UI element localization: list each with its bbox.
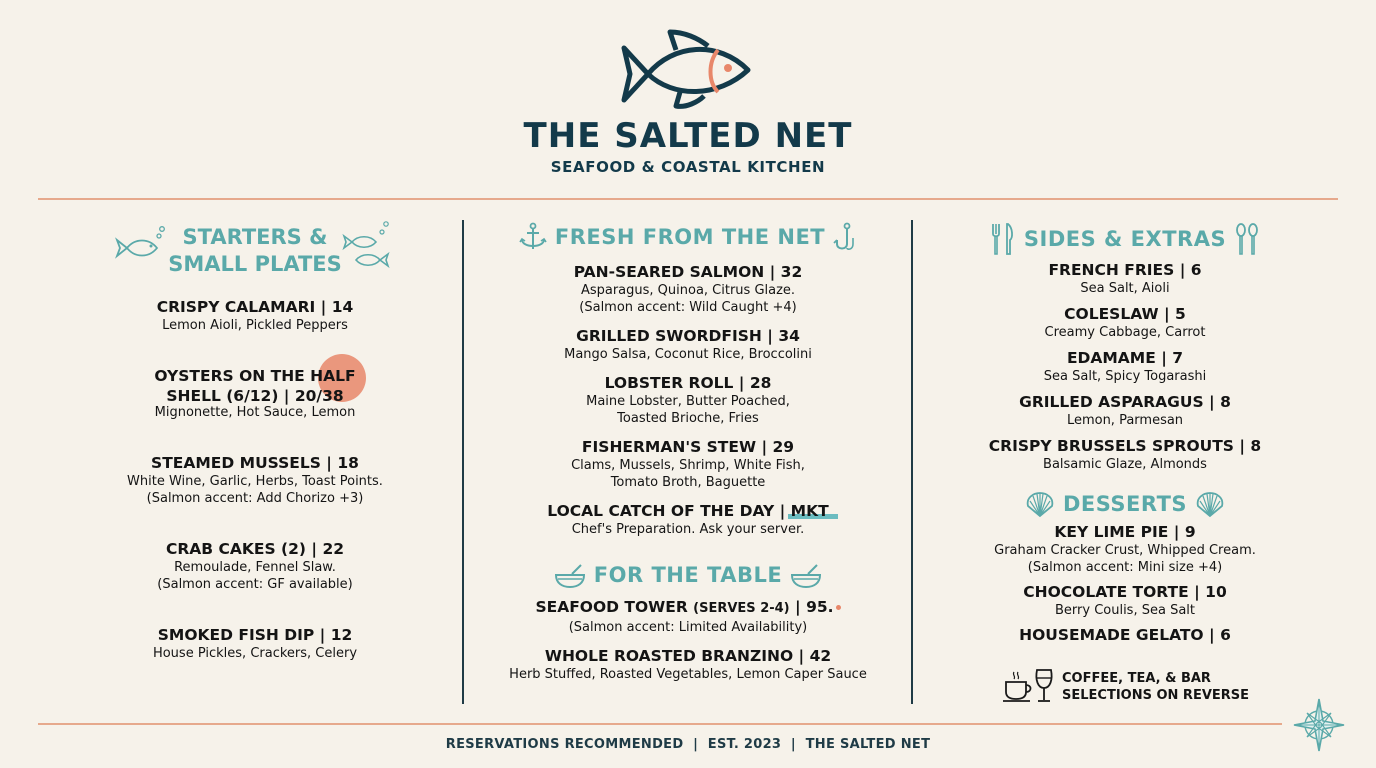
fish-icon	[618, 26, 758, 112]
menu-item: GRILLED SWORDFISH | 34 Mango Salsa, Coconut Rice, Broccolini	[564, 327, 812, 362]
anchor-icon	[519, 222, 547, 252]
menu-item: KEY LIME PIE | 9 Graham Cracker Crust, Whipped Cream. (Salmon accent: Mini size +4)	[994, 523, 1256, 575]
restaurant-subtitle: SEAFOOD & COASTAL KITCHEN	[550, 158, 826, 176]
menu-item: CHOCOLATE TORTE | 10 Berry Coulis, Sea Salt	[1023, 583, 1227, 618]
menu-item: OYSTERS ON THE HALF SHELL (6/12) | 20/38 Mignonette, Hot Sauce, Lemon	[60, 366, 450, 421]
section-title-starters: STARTERS & SMALL PLATES	[168, 225, 342, 276]
menu-item: LOBSTER ROLL | 28 Maine Lobster, Butter Poached, Toasted Brioche, Fries	[586, 374, 790, 426]
column-divider-right	[911, 220, 913, 704]
coffee-cup-icon	[1002, 670, 1034, 704]
restaurant-title: THE SALTED NET	[523, 116, 853, 156]
section-title-for-the-table: FOR THE TABLE	[480, 562, 896, 589]
section-title-desserts: DESSERTS	[930, 491, 1320, 518]
menu-item: SMOKED FISH DIP | 12 House Pickles, Crackers, Celery	[152, 626, 358, 661]
footer-divider	[38, 723, 1282, 725]
menu-item: STEAMED MUSSELS | 18 White Wine, Garlic, Herbs, Toast Points. (Salmon accent: Add Chorizo +3)	[127, 454, 383, 506]
bowl-icon	[554, 563, 586, 589]
menu-item: HOUSEMADE GELATO | 6	[1019, 626, 1231, 644]
menu-item: EDAMAME | 7 Sea Salt, Spicy Togarashi	[1043, 349, 1207, 384]
seashell-icon	[1025, 492, 1055, 518]
menu-item: WHOLE ROASTED BRANZINO | 42 Herb Stuffed, Roasted Vegetables, Lemon Caper Sauce	[509, 647, 867, 682]
footer-text: RESERVATIONS RECOMMENDED | EST. 2023 | THE SALTED NET	[445, 737, 931, 752]
header-divider	[38, 198, 1338, 200]
section-sides-extras	[930, 222, 1320, 645]
section-fresh-from-the-net	[480, 222, 896, 683]
two-fish-bubbles-icon	[342, 220, 390, 272]
menu-item: CRISPY CALAMARI | 14 Lemon Aioli, Pickled Peppers	[156, 298, 354, 333]
column-divider-left	[462, 220, 464, 704]
menu-item: SEAFOOD TOWER (SERVES 2-4) | 95. (Salmon accent: Limited Availability)	[480, 597, 896, 636]
menu-item: PAN-SEARED SALMON | 32 Asparagus, Quinoa, Citrus Glaze. (Salmon accent: Wild Caught +4)	[573, 263, 803, 315]
section-starters	[60, 224, 450, 662]
menu-item: FISHERMAN'S STEW | 29 Clams, Mussels, Shrimp, White Fish, Tomato Broth, Baguette	[571, 438, 805, 490]
beverage-note: COFFEE, TEA, & BAR SELECTIONS ON REVERSE	[1062, 671, 1250, 703]
menu-item: GRILLED ASPARAGUS | 8 Lemon, Parmesan	[1019, 393, 1231, 428]
menu-item: FRENCH FRIES | 6 Sea Salt, Aioli	[1048, 261, 1202, 296]
fish-bubbles-icon	[115, 224, 165, 264]
fish-hook-icon	[833, 222, 857, 252]
menu-item: COLESLAW | 5 Creamy Cabbage, Carrot	[1044, 305, 1206, 340]
menu-item: LOCAL CATCH OF THE DAY | MKT Chef's Preparation. Ask your server.	[480, 501, 896, 538]
fork-knife-icon	[990, 222, 1016, 256]
section-title-sides: SIDES & EXTRAS	[930, 222, 1320, 256]
spoon-fork-icon	[1234, 222, 1260, 256]
section-title-fresh: FRESH FROM THE NET	[480, 222, 896, 252]
bowl-icon	[790, 563, 822, 589]
menu-item: CRAB CAKES (2) | 22 Remoulade, Fennel Slaw. (Salmon accent: GF available)	[157, 540, 353, 592]
menu-item: CRISPY BRUSSELS SPROUTS | 8 Balsamic Glaze, Almonds	[988, 437, 1262, 472]
wine-glass-icon	[1034, 668, 1054, 704]
salmon-accent-dot	[836, 605, 841, 610]
seashell-icon	[1195, 492, 1225, 518]
